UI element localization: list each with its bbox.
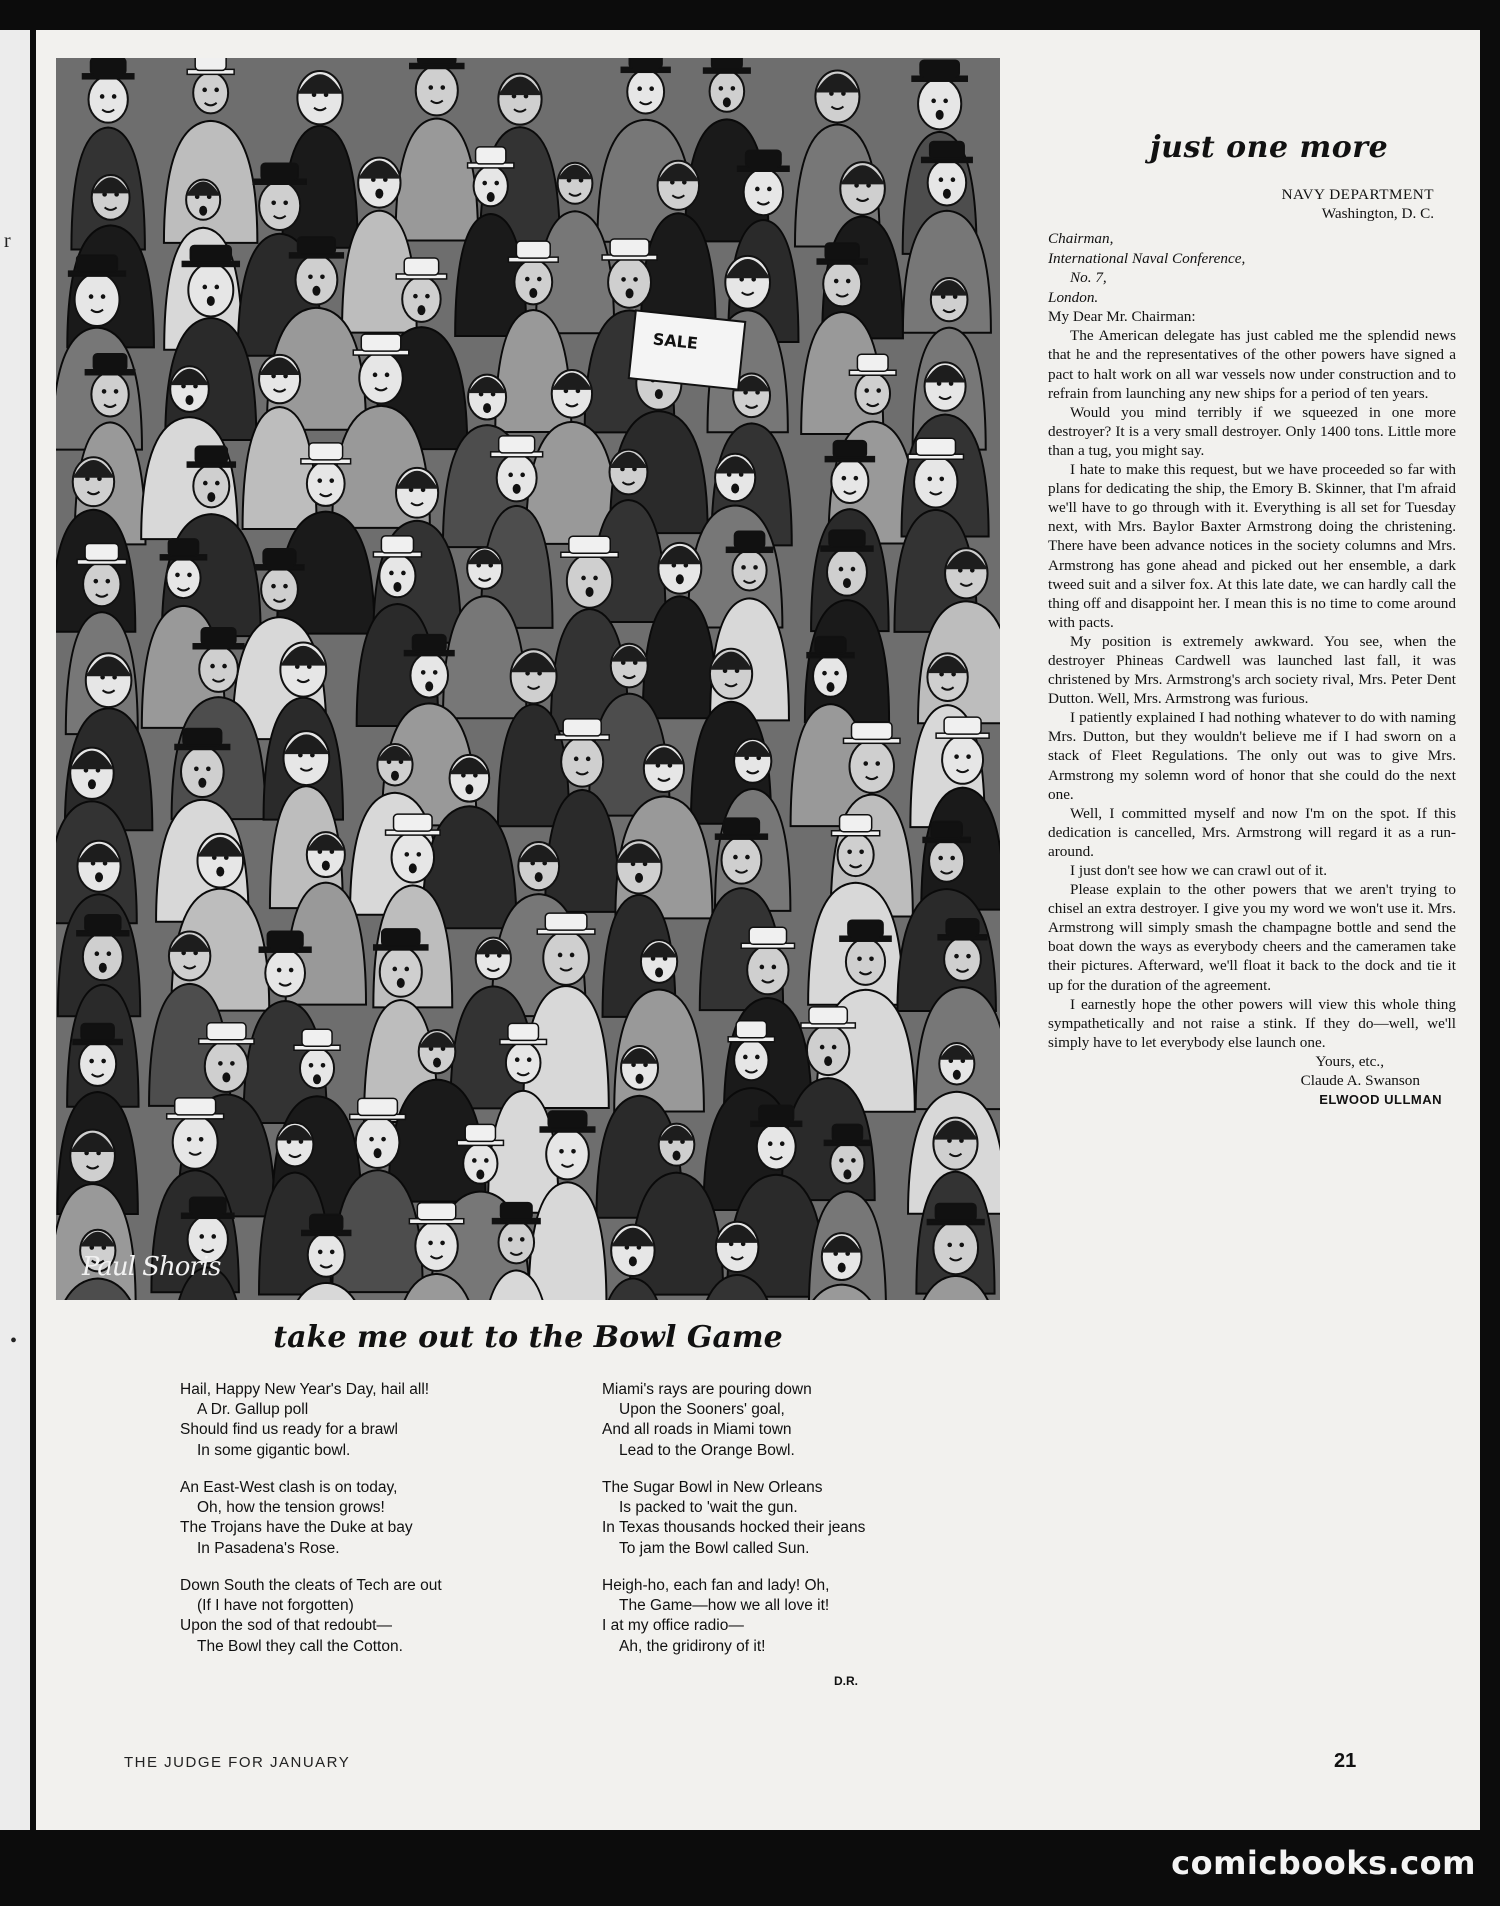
letterhead-department: NAVY DEPARTMENT [1281,186,1434,204]
poem-stanza [602,1478,865,1559]
previous-page-edge [0,30,30,1830]
letter-paragraph: The American delegate has just cabled me the splendid news that he and the representatives of the other powers have signed a pact to halt work on all war vessels now under construction and to refrain from launching any new ships for a period of ten years. [1048,327,1456,402]
addressee-line: No. 7, [1070,269,1107,287]
poem-stanza [180,1576,442,1657]
artist-signature: Paul Shoris [82,1252,221,1282]
addressee-line: London. [1048,288,1099,306]
letter-paragraph: I hate to make this request, but we have proceeded so far with plans for dedicating the ship, the Emory B. Skinner, that I'm afraid we'll have to go through with it. Everything is all set for Tuesday next, with Mrs. Baylor Baxter Armstrong doing the christening. There have been advance notices in the society columns and Mrs. Armstrong has gone ahead and picked out her ensemble, a dark tweed suit and a silver fox. At this late date, we can hardly call the thing off and disappoint her. I mean this is no time to come around with pacts. [1048,461,1456,631]
letter-paragraph: Well, I committed myself and now I'm on the spot. If this dedication is cancelled, Mrs. Armstrong will regard it as a run-around. [1048,804,1456,860]
letterhead-city: Washington, D. C. [1321,205,1434,223]
poem-line: Ah, the gridirony of it! [619,1637,766,1655]
article-byline: ELWOOD ULLMAN [1319,1092,1442,1108]
letter-paragraph: I earnestly hope the other powers will view this whole thing sympathetically and not raise a stink. If they do—well, we'll simply have to let everybody else launch one. [1048,995,1456,1051]
letter-paragraph: I just don't see how we can crawl out of it. [1070,862,1328,879]
poem-stanza [180,1478,413,1559]
poem-line: And all roads in Miami town [602,1421,792,1439]
poem-stanza [602,1380,812,1461]
poem-line: The Game—how we all love it! [619,1597,830,1615]
poem-line: To jam the Bowl called Sun. [619,1539,810,1557]
page-number: 21 [1334,1750,1357,1772]
letter-salutation: My Dear Mr. Chairman: [1048,308,1196,326]
poem-line: Is packed to 'wait the gun. [619,1499,798,1517]
margin-mark: r [4,230,11,252]
crowd-illustration [56,58,1000,1300]
poem-line: (If I have not forgotten) [197,1597,354,1615]
margin-mark: • [10,1330,18,1352]
letter-addressee [1048,229,1456,307]
poem-stanza [602,1576,829,1657]
poem-line: Upon the sod of that redoubt— [180,1617,392,1635]
poem-line: Oh, how the tension grows! [197,1499,385,1517]
letter-paragraph: My position is extremely awkward. You see, when the destroyer Phineas Cardwell was launched last fall, it was christened by Mrs. Armstrong's arch society rival, Mrs. Peter Dent Dutton. Well, Mrs. Armstrong was furious. [1048,632,1456,708]
magazine-page [36,30,1480,1830]
letter-paragraph: Would you mind terribly if we squeezed in one more destroyer? It is a very small destroyer. Only 1400 tons. Little more than a tug, you might say. [1048,403,1456,459]
poem-line: Should find us ready for a brawl [180,1421,398,1439]
poem-title: take me out to the Bowl Game [273,1320,783,1355]
poem-line: The Bowl they call the Cotton. [197,1637,403,1655]
site-watermark: comicbooks.com [1171,1844,1476,1882]
poem-line: In Texas thousands hocked their jeans [602,1519,866,1537]
poem-line: I at my office radio— [602,1617,744,1635]
crowd-drawing [56,58,1000,1300]
letter-paragraph: Please explain to the other powers that we aren't trying to chisel an extra destroyer. I give you my word we won't use it. Mrs. Armstrong will simply smash the champagne bottle and send the boat down the ways as everybody cheers and the cameramen take their pictures. Afterward, we'll float it back to the dock and tie it up for the duration of the agreement. [1048,881,1456,994]
letter-closing: Yours, etc., [1315,1052,1384,1070]
poem-line: A Dr. Gallup poll [197,1401,309,1419]
poem-line: Down South the cleats of Tech are out [180,1577,442,1594]
poem-line: The Trojans have the Duke at bay [180,1519,413,1537]
addressee-line: International Naval Conference, [1048,249,1246,267]
poem-line: The Sugar Bowl in New Orleans [602,1479,823,1496]
poem-line: In some gigantic bowl. [197,1441,351,1459]
poem-credit: D.R. [834,1674,858,1688]
poem-line: Hail, Happy New Year's Day, hail all! [180,1381,430,1398]
poem-line: Lead to the Orange Bowl. [619,1441,795,1459]
article-title: just one more [1149,130,1389,165]
poem-line: Heigh-ho, each fan and lady! Oh, [602,1577,830,1594]
poem-line: In Pasadena's Rose. [197,1539,340,1557]
addressee-line: Chairman, [1048,230,1114,248]
article-column [1048,130,1456,1109]
footer-publication: THE JUDGE FOR JANUARY [124,1754,351,1771]
letter-signer: Claude A. Swanson [1300,1072,1420,1090]
poem-line: Miami's rays are pouring down [602,1381,812,1398]
newspaper-headline: SALE [651,329,699,354]
poem-stanza [180,1380,429,1461]
poem-line: Upon the Sooners' goal, [619,1401,785,1419]
letter-paragraph: I patiently explained I had nothing whatever to do with naming Mrs. Dutton, but they wouldn't believe me if I had sworn on a stack of Fleet Regulations. The only out was to give Mrs. Armstrong my solemn word of honor that she could do the next one. [1048,709,1456,803]
poem-line: An East-West clash is on today, [180,1479,398,1496]
